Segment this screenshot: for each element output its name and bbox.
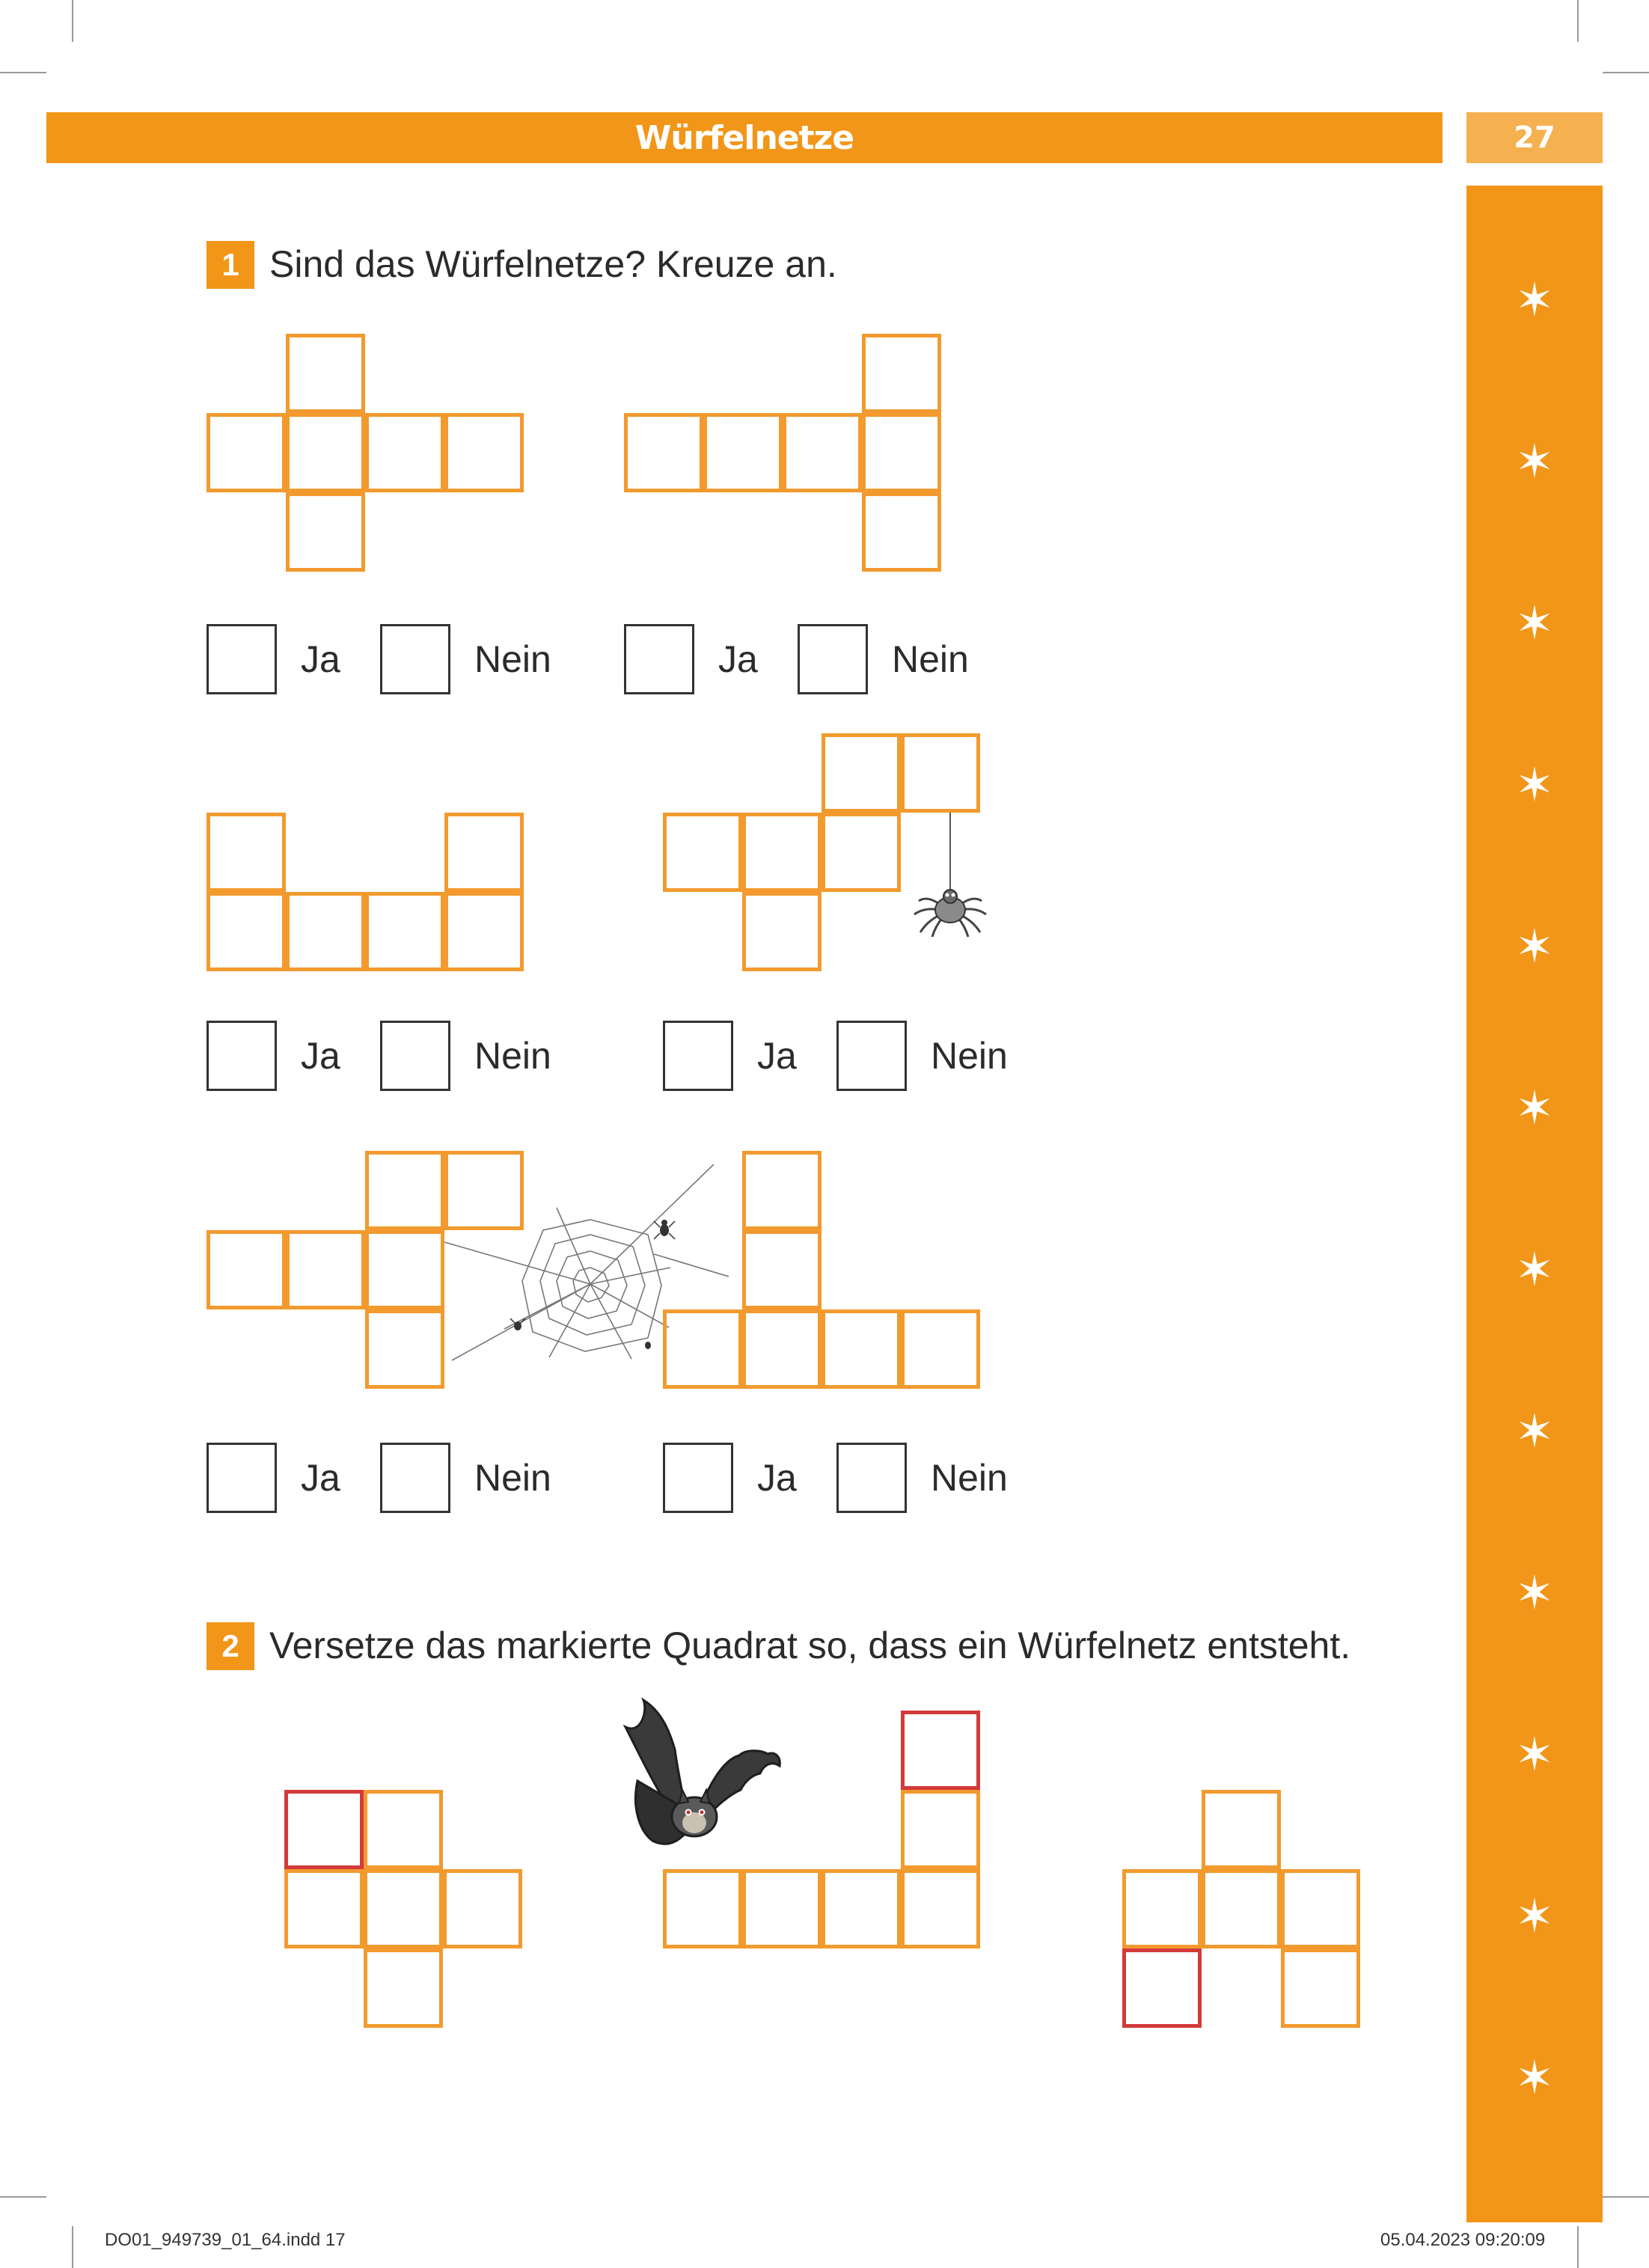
net-square	[206, 813, 286, 892]
star-icon: ✶	[1515, 434, 1554, 489]
net-square	[364, 1869, 443, 1948]
label-nein: Nein	[931, 1035, 1008, 1077]
label-ja: Ja	[757, 1035, 797, 1077]
net-square	[663, 1869, 742, 1948]
net-square	[901, 1309, 980, 1389]
net-square	[443, 1869, 522, 1948]
star-icon: ✶	[1515, 1889, 1554, 1943]
star-icon: ✶	[1515, 1727, 1554, 1782]
net-square	[365, 1309, 444, 1389]
net-square	[1202, 1869, 1281, 1948]
sidebar	[1466, 186, 1603, 2222]
checkbox-b-ja[interactable]	[624, 624, 694, 694]
net-square	[286, 892, 365, 971]
star-icon: ✶	[1515, 1565, 1554, 1620]
page-number-box	[1466, 112, 1603, 163]
star-icon: ✶	[1515, 757, 1554, 812]
page-number: 27	[1514, 120, 1555, 155]
net-square	[822, 733, 901, 813]
net-square	[862, 334, 941, 413]
star-icon: ✶	[1515, 1404, 1554, 1458]
label-nein: Nein	[474, 638, 551, 680]
net-square	[206, 413, 286, 492]
label-nein: Nein	[931, 1457, 1008, 1499]
task-number-2: 2	[206, 1622, 254, 1670]
star-icon: ✶	[1515, 272, 1554, 327]
net-square	[742, 892, 822, 971]
net-square	[663, 813, 742, 892]
marked-square[interactable]	[1122, 1948, 1202, 2028]
net-square	[862, 413, 941, 492]
net-square	[822, 1869, 901, 1948]
star-icon: ✶	[1515, 2050, 1554, 2105]
net-square	[286, 334, 365, 413]
star-icon: ✶	[1515, 1242, 1554, 1297]
net-square	[1202, 1790, 1281, 1869]
task-instruction-1: Sind das Würfelnetze? Kreuze an.	[269, 243, 837, 285]
star-icon: ✶	[1515, 596, 1554, 650]
net-square	[364, 1948, 443, 2028]
checkbox-e-ja[interactable]	[206, 1443, 277, 1513]
net-square	[742, 813, 822, 892]
net-square	[703, 413, 783, 492]
net-square	[365, 1230, 444, 1309]
net-square	[1122, 1869, 1202, 1948]
bat-illustration	[611, 1697, 784, 1854]
checkbox-d-ja[interactable]	[663, 1021, 733, 1091]
crop-mark	[1577, 0, 1579, 42]
net-square	[444, 813, 524, 892]
net-square	[286, 413, 365, 492]
star-icon: ✶	[1515, 1080, 1554, 1135]
checkbox-b-nein[interactable]	[798, 624, 868, 694]
label-ja: Ja	[301, 1457, 340, 1499]
net-square	[206, 892, 286, 971]
crop-mark	[0, 2196, 46, 2198]
star-icon: ✶	[1515, 919, 1554, 973]
net-square	[286, 492, 365, 572]
net-square	[286, 1230, 365, 1309]
net-square	[1281, 1869, 1360, 1948]
checkbox-f-nein[interactable]	[836, 1443, 907, 1513]
net-square	[822, 1309, 901, 1389]
net-square	[624, 413, 703, 492]
net-square	[901, 1869, 980, 1948]
net-square	[822, 813, 901, 892]
net-square	[444, 413, 524, 492]
net-square	[901, 733, 980, 813]
label-ja: Ja	[718, 638, 758, 680]
task-number-1: 1	[206, 241, 254, 289]
task-instruction-2: Versetze das markierte Quadrat so, dass ein Würfelnetz entsteht.	[269, 1624, 1351, 1666]
net-square	[742, 1230, 822, 1309]
crop-mark	[0, 72, 46, 73]
checkbox-e-nein[interactable]	[380, 1443, 450, 1513]
net-square	[1281, 1948, 1360, 2028]
label-nein: Nein	[474, 1035, 551, 1077]
crop-mark	[1603, 2196, 1649, 2198]
footer-timestamp: 05.04.2023 09:20:09	[1380, 2230, 1546, 2250]
label-nein: Nein	[474, 1457, 551, 1499]
net-square	[742, 1309, 822, 1389]
net-square	[783, 413, 862, 492]
net-square	[365, 892, 444, 971]
label-ja: Ja	[757, 1457, 797, 1499]
net-square	[364, 1790, 443, 1869]
checkbox-c-nein[interactable]	[380, 1021, 450, 1091]
crop-mark	[72, 2226, 73, 2268]
net-square	[901, 1790, 980, 1869]
label-ja: Ja	[301, 638, 340, 680]
net-square	[365, 1151, 444, 1230]
checkbox-c-ja[interactable]	[206, 1021, 277, 1091]
checkbox-f-ja[interactable]	[663, 1443, 733, 1513]
crop-mark	[72, 0, 73, 42]
net-square	[742, 1151, 822, 1230]
net-square	[663, 1309, 742, 1389]
marked-square[interactable]	[284, 1790, 364, 1869]
net-square	[862, 492, 941, 572]
checkbox-a-nein[interactable]	[380, 624, 450, 694]
label-ja: Ja	[301, 1035, 340, 1077]
checkbox-d-nein[interactable]	[836, 1021, 907, 1091]
net-square	[206, 1230, 286, 1309]
net-square	[365, 413, 444, 492]
spider-illustration	[905, 813, 995, 940]
page-title: Würfelnetze	[634, 118, 854, 157]
marked-square[interactable]	[901, 1711, 980, 1790]
crop-mark	[1577, 2226, 1579, 2268]
checkbox-a-ja[interactable]	[206, 624, 277, 694]
net-square	[284, 1869, 364, 1948]
label-nein: Nein	[892, 638, 969, 680]
title-bar	[46, 112, 1443, 163]
crop-mark	[1603, 72, 1649, 73]
footer-file: DO01_949739_01_64.indd 17	[105, 2230, 346, 2250]
net-square	[742, 1869, 822, 1948]
net-square	[444, 892, 524, 971]
